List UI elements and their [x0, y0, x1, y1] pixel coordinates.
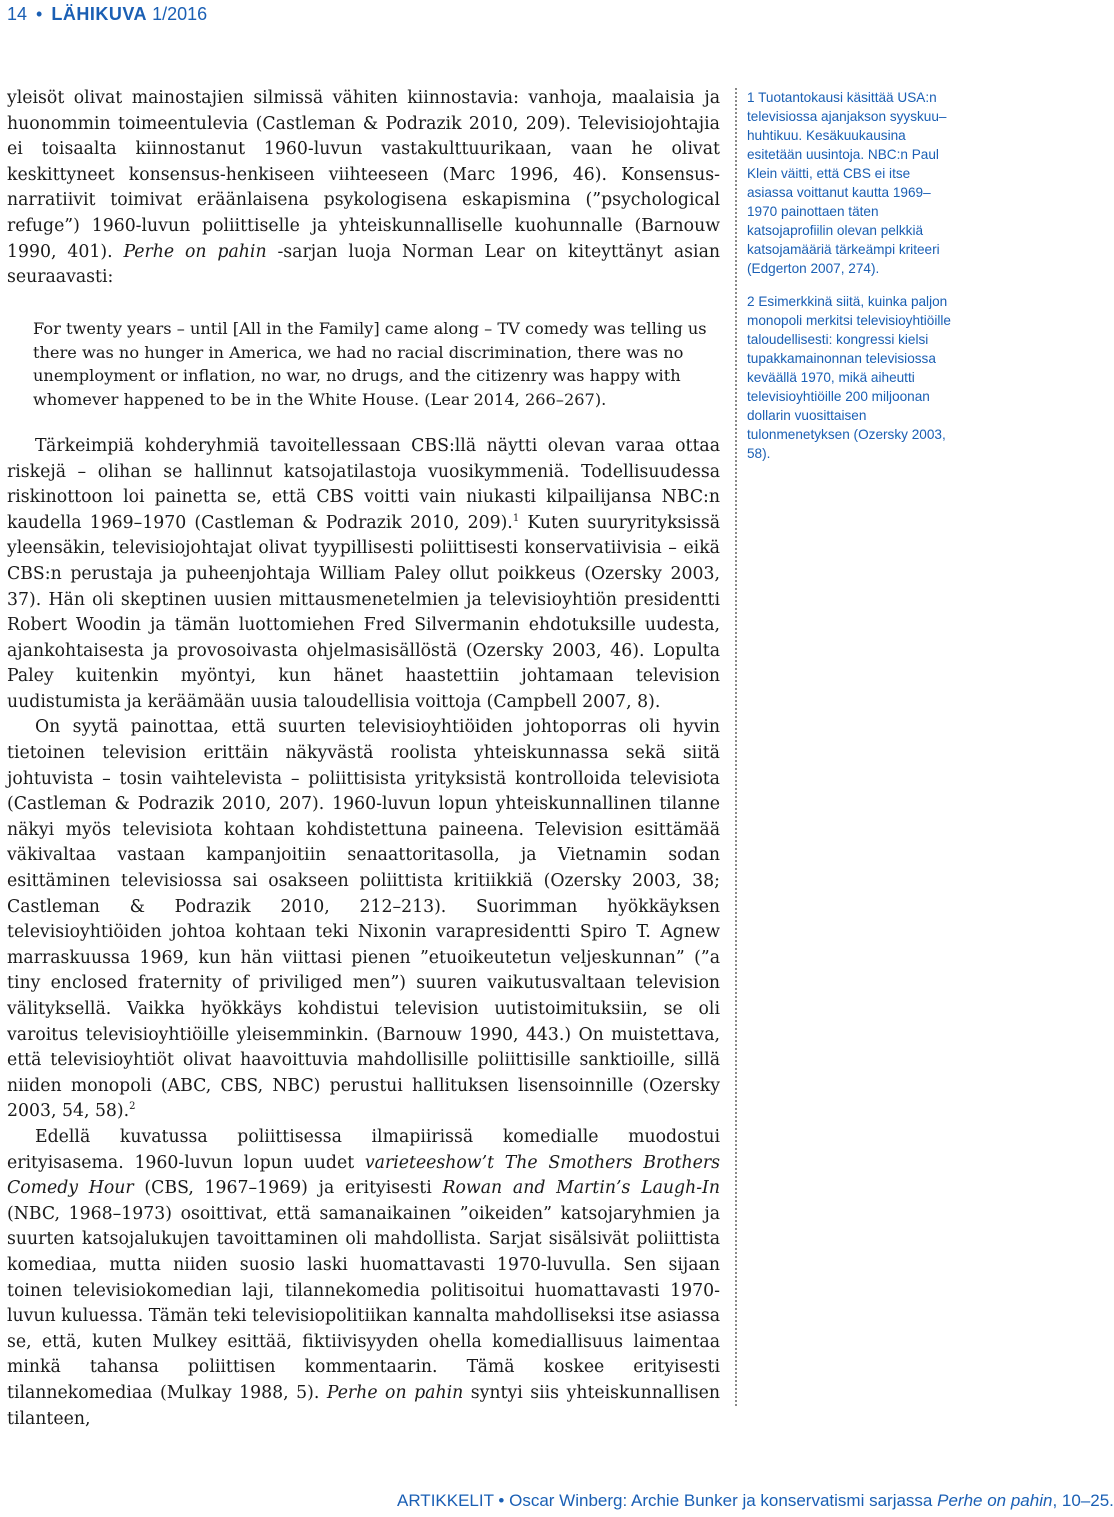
paragraph-text: (CBS, 1967–1969) ja erityisesti	[133, 1178, 443, 1199]
paragraph-text: (NBC, 1968–1973) osoittivat, että samanaikainen ”oikeiden” katsojaryhmien ja suurten katsojalukujen tavoittaminen oli mahdollista. Sarjat sisälsivät poliittista komediaa, mutta niiden suosio laski huomattavasti 1970-luvulla. Sen sijaan toinen televisiokomedian laji, tilannekomedia politisoitui huomattavasti 1970-luvun kuluessa. Tämän teki televisiopolitiikan kannalta mahdolliseksi itse asiassa se, että, kuten Mulkey esittää, fiktiivisyyden ohella komediallisuus laimentaa minkä tahansa poliittisen kommentaarin. Tämä koskee erityisesti tilannekomediaa (Mulkay 1988, 5).	[7, 1203, 720, 1403]
series-title: Perhe on pahin	[123, 241, 267, 262]
footer-article: Oscar Winberg: Archie Bunker ja konservatismi sarjassa	[509, 1491, 938, 1510]
footnote-1: 1 Tuotantokausi käsittää USA:n televisiossa ajanjakson syyskuu–huhtikuu. Kesäkuukausina esitetään uusintoja. NBC:n Paul Klein väitti, että CBS ei itse asiassa voittanut kautta 1969–1970 painottaen täten katsojaprofiilin olevan pelkkiä katsojamääriä tärkeämpi kriteeri (Edgerton 2007, 274).	[747, 90, 947, 276]
paragraph-text: Kuten suuryrityksissä yleensäkin, televisiojohtajat olivat tyypillisesti poliittisesti konservatiivisia – eikä CBS:n perustaja ja puheenjohtaja William Paley ollut poikkeus (Ozersky 2003, 37). Hän oli skeptinen uusien mittausmenetelmien ja televisioyhtiön presidentti Robert Woodin ja tämän luottomiehen Fred Silvermanin ehdotuksille uudesta, ajankohtaisesta ja provosoivasta ohjelmasisällöstä (Ozersky 2003, 46). Lopulta Paley kuitenkin myöntyi, kun hänet haastettiin johtamaan television uudistumista ja keräämään uusia taloudellisia voittoja (Campbell 2007, 8).	[7, 512, 720, 712]
paragraph-text: On syytä painottaa, että suurten televisioyhtiöiden johtoporras oli hyvin tietoinen television erittäin näkyvästä roolista yhteiskunnassa sekä siitä johtuvista – tosin vaihtelevista – poliittisista yrityksistä kontrolloida televisiota (Castleman & Podrazik 2010, 207). 1960-luvun lopun yhteiskunnallinen tilanne näkyi myös televisiota kohtaan kohdistettuna paineena. Television esittämää väkivaltaa vastaan kampanjoitiin senaattoritasolla, ja Vietnamin sodan esittäminen televisiossa sai osakseen poliittista kritiikkiä (Ozersky 2003, 38; Castleman & Podrazik 2010, 212–213). Suorimman hyökkäyksen televisioyhtiöiden johtoa kohtaan teki Nixonin varapresidentti Spiro T. Agnew marraskuussa 1969, kun hän viittasi pienen ”etuoikeutetun veljeskunnan” (”a tiny enclosed fraternity of priviliged men”) suuren vaikutusvaltaan television välityksellä. Vaikka hyökkäys kohdistui television uutistoimituksiin, se oli varoitus televisioyhtiöille yleisemminkin. (Barnouw 1990, 443.) On muistettava, että televisioyhtiöt olivat haavoittuvia mahdollisille poliittisille sanktioille, sillä niiden monopoli (ABC, CBS, NBC) perustui hallituksen lisensoinnille (Ozersky 2003, 54, 58).	[7, 717, 720, 1122]
footer-series-title: Perhe on pahin	[937, 1491, 1053, 1510]
issue-number: 1/2016	[152, 4, 208, 24]
show-title: Rowan and Martin’s Laugh-In	[442, 1178, 720, 1199]
main-text-column	[7, 86, 720, 1432]
paragraph-1	[7, 86, 720, 291]
paragraph-4	[7, 1125, 720, 1432]
paragraph-text: Edellä kuvatussa poliittisessa ilmapiirissä komedialle muodostui erityisasema. 1960-luvun lopun uudet	[7, 1126, 720, 1173]
footer-pages: , 10–25.	[1052, 1491, 1114, 1510]
show-title: varieteeshow’t The Smothers Brothers Comedy Hour	[7, 1152, 720, 1199]
magazine-name: LÄHIKUVA	[51, 4, 148, 24]
column-divider	[735, 88, 737, 1406]
header-bullet: •	[36, 4, 43, 24]
page-footer	[397, 1491, 1114, 1511]
footer-section: ARTIKKELIT	[397, 1491, 494, 1510]
footnote-ref-2: 2	[129, 1101, 136, 1113]
footnotes-column	[747, 88, 957, 477]
paragraph-3	[7, 715, 720, 1125]
paragraph-text: syntyi siis yhteiskunnallisen tilanteen,	[7, 1382, 720, 1429]
paragraph-2	[7, 434, 720, 716]
paragraph-text: -sarjan luoja Norman Lear on kiteyttänyt asian seuraavasti:	[7, 241, 720, 288]
footnote-2: 2 Esimerkkinä siitä, kuinka paljon monopoli merkitsi televisioyhtiöille taloudellisesti: kongressi kielsi tupakkamainonnan televisiossa keväällä 1970, mikä aiheutti televisioyhtiöille 200 miljoonan dollarin vuosittaisen tulonmenetyksen (Ozersky 2003, 58).	[747, 294, 951, 461]
page-header	[7, 4, 207, 25]
page-number: 14	[7, 4, 28, 24]
footer-bullet: •	[498, 1491, 505, 1510]
paragraph-text: yleisöt olivat mainostajien silmissä vähiten kiinnostavia: vanhoja, maalaisia ja huonommin toimeentulevia (Castleman & Podrazik 2010, 209). Televisiojohtajia ei toisaalta kiinnostanut 1960-luvun vastakulttuurikaan, vaan he olivat keskittyneet konsensus-henkiseen viihteeseen (Marc 1996, 46). Konsensus-narratiivit toimivat eräänlaisena psykologisena eskapismina (”psychological refuge”) 1960-luvun poliittiselle ja yhteiskunnalliselle kuohunnalle (Barnouw 1990, 401).	[7, 88, 720, 262]
paragraph-text: Tärkeimpiä kohderyhmiä tavoitellessaan CBS:llä näytti olevan varaa ottaa riskejä – olihan se hallinnut katsojatilastoja vuosikymmeniä. Todellisuudessa riskinottoon loi painetta se, että CBS voitti vain niukasti kilpailijansa NBC:n kaudella 1969–1970 (Castleman & Podrazik 2010, 209).	[7, 435, 720, 533]
block-quote: For twenty years – until [All in the Family] came along – TV comedy was telling us there was no hunger in America, we had no racial discrimination, there was no unemployment or inflation, no war, no drugs, and the citizenry was happy with whomever happened to be in the White House. (Lear 2014, 266–267).	[33, 318, 707, 410]
series-title: Perhe on pahin	[326, 1382, 464, 1403]
footnote-ref-1: 1	[512, 512, 520, 524]
